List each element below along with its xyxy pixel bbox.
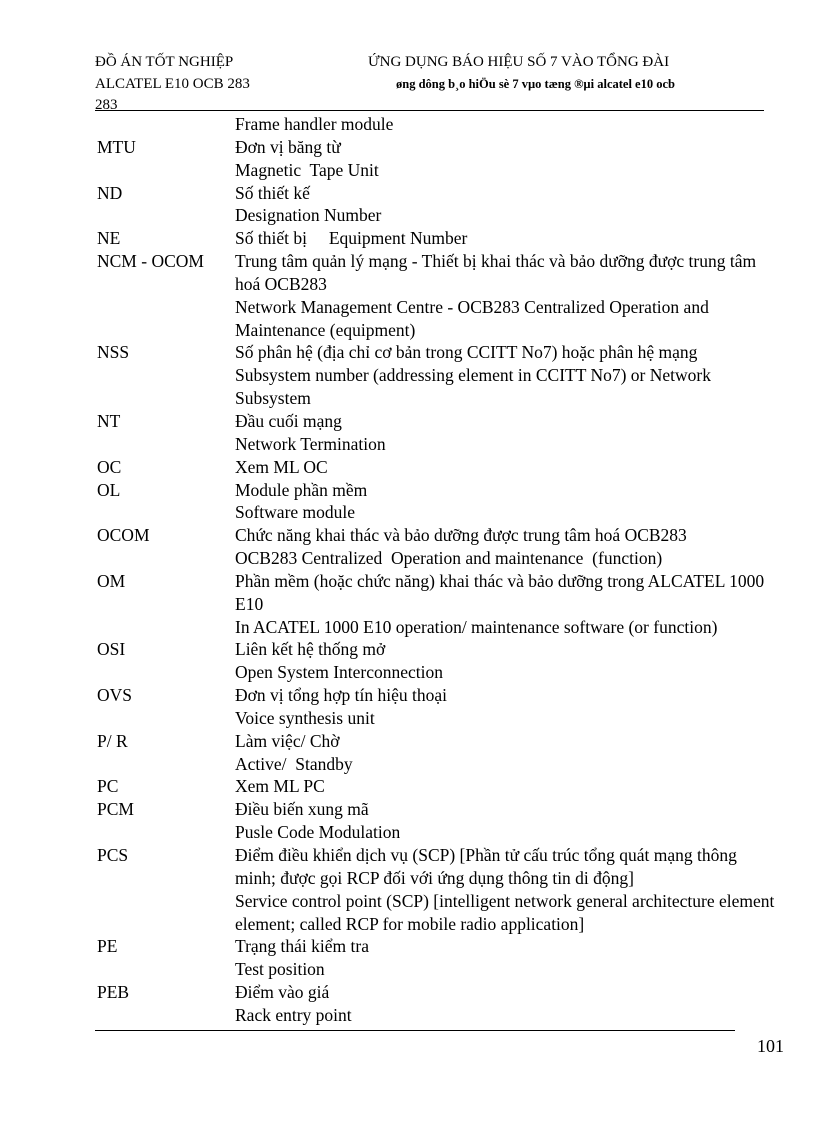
footer-divider	[95, 1030, 735, 1031]
glossary-term	[97, 113, 235, 136]
glossary-term: NSS	[97, 342, 130, 363]
definition-line: Pusle Code Modulation	[235, 822, 401, 843]
glossary-entry	[0, 638, 816, 684]
glossary-definition	[235, 684, 775, 730]
definition-line: Điểm vào giá	[235, 982, 330, 1003]
definition-line: Đầu cuối mạng	[235, 410, 342, 431]
page-number: 101	[757, 1036, 784, 1056]
definition-line: Service control point (SCP) [intelligent network general architecture element element; called RCP for mobile radio application]	[235, 890, 775, 934]
definition-line: Liên kết hệ thống mở	[235, 639, 386, 660]
definition-line: Network Termination	[235, 433, 386, 454]
definition-line: Trung tâm quản lý mạng - Thiết bị khai thác và bảo dưỡng được trung tâm hoá OCB283	[235, 251, 757, 294]
definition-line: Điều biến xung mã	[235, 799, 369, 820]
glossary-entry	[0, 410, 816, 456]
definition-line: Subsystem number (addressing element in CCITT No7) or Network Subsystem	[235, 365, 711, 409]
glossary-term: NE	[97, 228, 121, 249]
header-topic-encoded: øng dông b¸o hiÖu sè 7 vµo tæng ®µi alcatel e10 ocb	[396, 76, 675, 91]
definition-line: Số thiết bị Equipment Number	[235, 228, 468, 249]
glossary-term: PCS	[97, 845, 129, 865]
glossary-definition	[235, 341, 775, 410]
glossary-definition	[235, 113, 775, 136]
glossary-term: PEB	[97, 982, 130, 1003]
glossary-term: OL	[97, 479, 121, 500]
glossary-definition	[235, 456, 775, 479]
glossary-term: OM	[97, 570, 126, 591]
header-right	[368, 52, 768, 95]
glossary-term: PE	[97, 936, 118, 957]
glossary-term: NT	[97, 410, 121, 431]
glossary-entry	[0, 844, 816, 935]
glossary-term: OSI	[97, 639, 126, 660]
glossary-term: ND	[97, 182, 123, 203]
glossary-term: OVS	[97, 685, 133, 706]
glossary-definition	[235, 775, 775, 798]
header-topic: ỨNG DỤNG BÁO HIỆU SỐ 7 VÀO TỔNG ĐÀI	[368, 54, 670, 70]
glossary-definition	[235, 981, 775, 1027]
glossary-definition	[235, 136, 775, 182]
glossary-entry	[0, 479, 816, 525]
glossary-entry	[0, 113, 816, 136]
definition-line: Network Management Centre - OCB283 Centralized Operation and Maintenance (equipment)	[235, 296, 709, 340]
definition-line: Trạng thái kiểm tra	[235, 936, 369, 957]
glossary-entry	[0, 136, 816, 182]
glossary-entry	[0, 775, 816, 798]
glossary-entry	[0, 524, 816, 570]
definition-line: Số thiết kế	[235, 182, 310, 203]
header-title: ĐỒ ÁN TỐT NGHIỆP	[95, 54, 234, 70]
definition-line: Designation Number	[235, 205, 382, 226]
definition-line: Magnetic Tape Unit	[235, 159, 379, 180]
header-subtitle-cont: 283	[95, 97, 118, 113]
header-left	[95, 52, 325, 117]
header-subtitle: ALCATEL E10 OCB 283	[95, 75, 250, 92]
definition-line: Voice synthesis unit	[235, 707, 375, 728]
glossary-entry	[0, 798, 816, 844]
glossary-entry	[0, 182, 816, 228]
glossary-term: MTU	[97, 136, 136, 157]
glossary-entry	[0, 250, 816, 341]
definition-line: Open System Interconnection	[235, 662, 444, 683]
glossary-definition	[235, 227, 775, 250]
glossary-definition	[235, 479, 775, 525]
glossary-entry	[0, 981, 816, 1027]
header-divider	[95, 110, 764, 111]
glossary-definition	[235, 730, 775, 776]
glossary-definition	[235, 844, 775, 935]
definition-line: Đơn vị băng từ	[235, 136, 341, 157]
glossary-term: PCM	[97, 799, 134, 820]
glossary-entry	[0, 935, 816, 981]
glossary-term: OC	[97, 456, 122, 477]
glossary-entry	[0, 570, 816, 639]
glossary-entry	[0, 341, 816, 410]
definition-line: Điểm điều khiển dịch vụ (SCP) [Phần tử cấu trúc tổng quát mạng thông minh; được gọi RCP đối với ứng dụng thông tin di động]	[235, 845, 737, 888]
glossary-definition	[235, 524, 775, 570]
glossary-definition	[235, 570, 775, 639]
glossary-definition	[235, 935, 775, 981]
definition-line: Làm việc/ Chờ	[235, 730, 340, 751]
glossary-entry	[0, 684, 816, 730]
definition-line: Đơn vị tổng hợp tín hiệu thoại	[235, 685, 447, 706]
definition-line: Xem ML PC	[235, 776, 325, 797]
definition-line: Chức năng khai thác và bảo dưỡng được trung tâm hoá OCB283	[235, 525, 687, 546]
definition-line: Số phân hệ (địa chỉ cơ bản trong CCITT No7) hoặc phân hệ mạng	[235, 342, 698, 363]
definition-line: Xem ML OC	[235, 456, 328, 477]
glossary-term: NCM - OCOM	[97, 251, 204, 272]
definition-line: Module phần mềm	[235, 479, 368, 500]
glossary-list	[0, 113, 816, 1027]
glossary-entry	[0, 730, 816, 776]
definition-line: In ACATEL 1000 E10 operation/ maintenance software (or function)	[235, 616, 718, 637]
definition-line: Frame handler module	[235, 114, 394, 134]
definition-line: Test position	[235, 959, 325, 980]
glossary-definition	[235, 182, 775, 228]
glossary-term: OCOM	[97, 525, 150, 546]
definition-line: Active/ Standby	[235, 753, 353, 774]
definition-line: Phần mềm (hoặc chức năng) khai thác và bảo dưỡng trong ALCATEL 1000 E10	[235, 570, 765, 614]
definition-line: OCB283 Centralized Operation and maintenance (function)	[235, 548, 663, 569]
definition-line: Software module	[235, 502, 356, 523]
glossary-definition	[235, 410, 775, 456]
glossary-definition	[235, 798, 775, 844]
glossary-entry	[0, 456, 816, 479]
glossary-definition	[235, 250, 775, 341]
glossary-entry	[0, 227, 816, 250]
glossary-term: PC	[97, 776, 119, 797]
glossary-definition	[235, 638, 775, 684]
glossary-term: P/ R	[97, 730, 128, 751]
definition-line: Rack entry point	[235, 1004, 352, 1025]
